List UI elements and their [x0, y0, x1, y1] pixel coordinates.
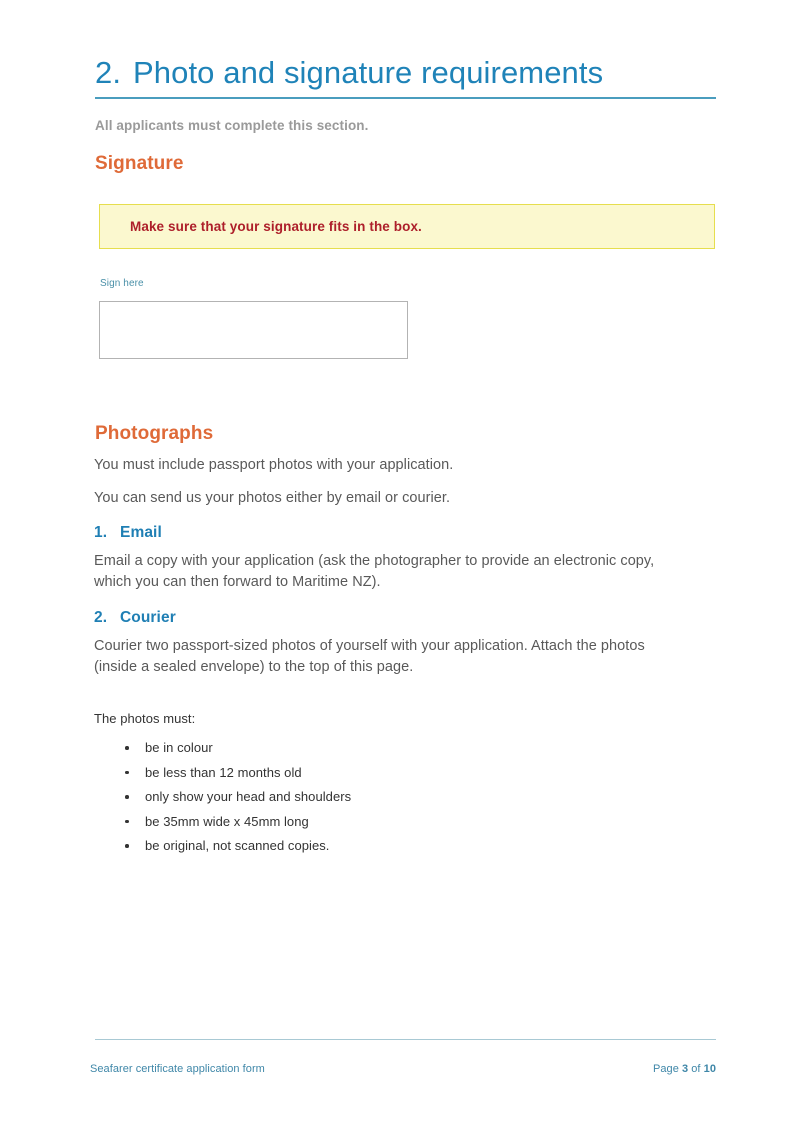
- bullet-icon: [125, 795, 129, 799]
- signature-callout-text: Make sure that your signature fits in the box.: [130, 219, 422, 234]
- bullet-icon: [125, 771, 129, 775]
- heading-method-email: [94, 524, 162, 542]
- title-divider: [95, 97, 716, 99]
- photographs-intro-2: You can send us your photos either by email or courier.: [94, 490, 451, 506]
- footer-page-prefix: Page: [652, 1063, 679, 1075]
- requirement-text: be original, not scanned copies.: [145, 838, 330, 853]
- method-body-courier: Courier two passport-sized photos of yourself with your application. Attach the photos (inside a sealed envelope) to the top of this page.: [94, 638, 645, 675]
- requirements-intro: The photos must:: [94, 711, 196, 726]
- section-title-text: Photo and signature requirements: [133, 55, 604, 90]
- requirement-item: [122, 787, 351, 812]
- bullet-icon: [125, 820, 129, 824]
- method-number-2: 2.: [94, 609, 108, 626]
- requirements-list: [122, 738, 351, 861]
- signature-callout-box: [99, 204, 715, 249]
- bullet-icon: [125, 746, 129, 750]
- requirement-item: [122, 812, 351, 837]
- footer-page-joiner: of: [691, 1063, 701, 1075]
- requirement-text: be less than 12 months old: [145, 764, 302, 780]
- heading-method-courier: [94, 609, 176, 627]
- footer-page-current: 3: [681, 1063, 689, 1075]
- page-title: [95, 55, 716, 99]
- signature-input-box[interactable]: [99, 301, 408, 359]
- method-number-1: 1.: [94, 524, 108, 541]
- requirement-item: [122, 738, 351, 763]
- method-title-2: Courier: [120, 609, 176, 626]
- requirement-text: be 35mm wide x 45mm long: [145, 813, 309, 829]
- heading-photographs: Photographs: [95, 423, 214, 444]
- photographs-intro-1: You must include passport photos with your application.: [94, 457, 454, 473]
- section-number: 2.: [95, 55, 122, 90]
- requirement-item: [122, 836, 351, 861]
- footer-page-total: 10: [703, 1063, 716, 1075]
- requirement-text: be in colour: [145, 740, 213, 755]
- method-body-email: Email a copy with your application (ask the photographer to provide an electronic copy, which you can then forward to Maritime NZ).: [94, 553, 655, 590]
- bullet-icon: [125, 844, 129, 848]
- requirement-item: [122, 763, 351, 788]
- footer-page-number: [653, 1063, 716, 1075]
- method-title-1: Email: [120, 524, 162, 541]
- heading-signature: Signature: [95, 153, 184, 174]
- sign-here-label: Sign here: [100, 278, 144, 289]
- section-subtitle: All applicants must complete this section.: [95, 118, 369, 133]
- footer-divider: [95, 1039, 716, 1040]
- footer-form-name: Seafarer certificate application form: [90, 1063, 265, 1075]
- requirement-text: only show your head and shoulders: [145, 789, 352, 804]
- section-title-line: [95, 55, 716, 91]
